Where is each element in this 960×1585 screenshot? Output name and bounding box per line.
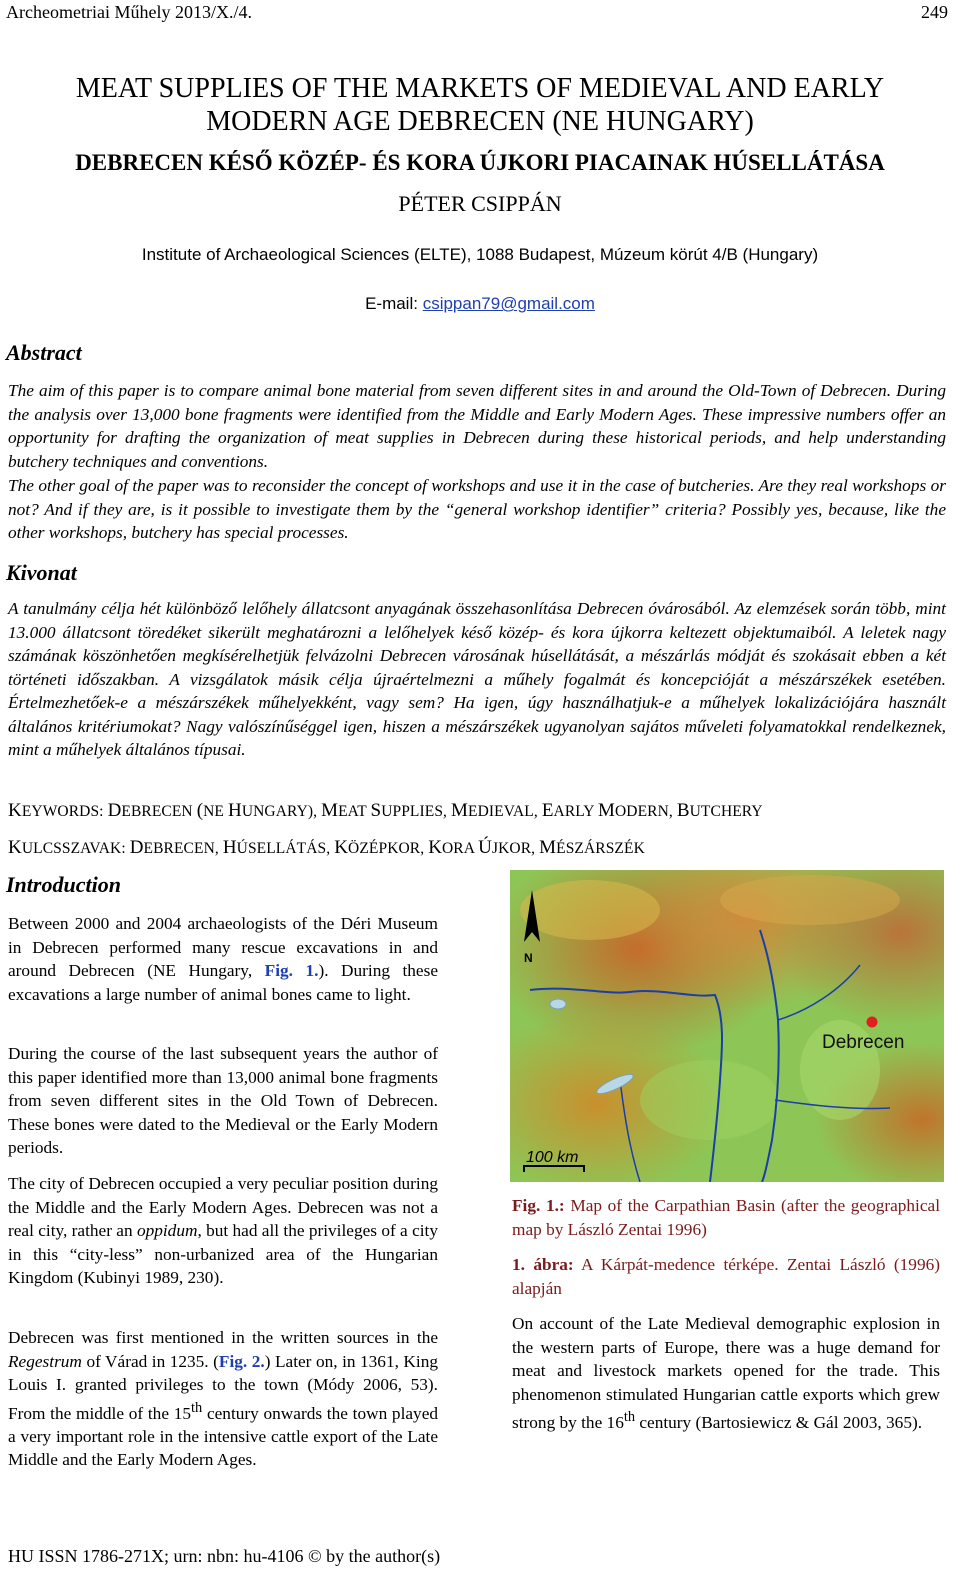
- figure-1-caption-en: Fig. 1.: Map of the Carpathian Basin (after the geographical map by László Zentai 1996): [512, 1196, 940, 1239]
- right-column-paragraph: On account of the Late Medieval demographic explosion in the western parts of Europe, there was a huge demand for meat and livestock markets opened for the trade. This phenomenon stimulated Hungarian cattle exports which grew strong by the 16th century (Bartosiewicz & Gál 2003, 365).: [512, 1314, 940, 1432]
- abstract-heading: Abstract: [6, 340, 82, 365]
- svg-text:100 km: 100 km: [526, 1149, 579, 1166]
- svg-text:N: N: [524, 951, 533, 965]
- keywords-line: [8, 800, 763, 822]
- kulcsszavak-text: DEBRECEN, HÚSELLÁTÁS, KÖZÉPKOR, KORA ÚJKOR, MÉSZÁRSZÉK: [129, 837, 645, 858]
- intro-paragraph-4: Debrecen was first mentioned in the written sources in the Regestrum of Várad in 1235. (Fig. 2.) Later on, in 1361, King Louis I. granted privileges to the town (Módy 2006, 53). From the middle of the 15th century onwards the town played a very important role in the intensive cattle export of the Late Middle and the Early Modern Ages.: [8, 1328, 438, 1470]
- carpathian-basin-map: [510, 870, 944, 1182]
- email-label: E-mail:: [365, 294, 423, 313]
- kulcsszavak-line: [8, 837, 645, 859]
- page-number: 249: [921, 2, 948, 22]
- title-line-2: MODERN AGE DEBRECEN (NE HUNGARY): [206, 106, 754, 137]
- kivonat-paragraph: A tanulmány célja hét különböző lelőhely állatcsont anyagának összehasonlítása Debrecen óvárosából. Az elemzések során több, mint 13.000 állatcsont töredéket sikerült meghatározni a lelőhelyek késő közép- és kora újkorra keltezett objektumaiból. A leletek nagy számának köszönhetően megkísérelhetjük felvázolni Debrecen városának húsellátását, a mészárlás módját és szokásait ebben a két történeti időszakban. A vizsgálatok másik célja újraértelmezni a műhely fogalmát és koncepcióját a mészárszékek esetében. Értelmezhetőek-e a mészárszékek műhelyekként, vagy sem? Ha igen, úgy használhatjuk-e a műhelyek lokalizációjára használt általános kritériumokat? Nagy valószínűséggel igen, hiszen a mészárszékek ugyanolyan sajátos műveleti folyamatokkal rendelkeznek, mint a műhelyek általános típusai.: [8, 599, 946, 759]
- journal-header: Archeometriai Műhely 2013/X./4.: [6, 2, 252, 22]
- figure-1-caption-hu: 1. ábra: A Kárpát-medence térképe. Zentai László (1996) alapján: [512, 1255, 940, 1298]
- paper-title: [0, 72, 960, 138]
- fig-2-link[interactable]: Fig. 2.: [218, 1351, 265, 1371]
- email-link[interactable]: csippan79@gmail.com: [422, 294, 595, 313]
- author-name: PÉTER CSIPPÁN: [398, 191, 562, 216]
- affiliation: Institute of Archaeological Sciences (ELTE), 1088 Budapest, Múzeum körút 4/B (Hungary): [141, 245, 819, 264]
- abstract-paragraph-2: The other goal of the paper was to reconsider the concept of workshops and use it in the case of butcheries. Are they real workshops or not? And if they are, is it possible to investigate them by the “general workshop identifier” criteria? Possibly yes, because, like the other workshops, butchery has special processes.: [8, 476, 946, 542]
- keywords-label: KEYWORDS:: [8, 800, 104, 821]
- abstract-paragraph-1: The aim of this paper is to compare animal bone material from seven different sites in and around the Old-Town of Debrecen. During the analysis over 13,000 bone fragments were identified from the Middle and Early Modern Ages. These impressive numbers offer an opportunity for drafting the organization of meat supplies in Debrecen during these historical periods, and help understanding butchery techniques and conventions.: [8, 381, 946, 471]
- debrecen-marker-icon: [867, 1017, 878, 1028]
- footer-issn: HU ISSN 1786-271X; urn: nbn: hu-4106 © by the author(s): [8, 1546, 441, 1566]
- intro-paragraph-2: During the course of the last subsequent years the author of this paper identified more than 13,000 animal bone fragments from seven different sites in the Old Town of Debrecen. These bones were dated to the Medieval or the Early Modern periods.: [8, 1044, 438, 1157]
- fig-1-link[interactable]: Fig. 1.: [264, 961, 319, 980]
- kivonat-heading: Kivonat: [6, 560, 77, 585]
- intro-paragraph-1: Between 2000 and 2004 archaeologists of the Déri Museum in Debrecen performed many rescue excavations in and around Debrecen (NE Hungary, Fig. 1.). During these excavations a large number of animal bones came to light.: [8, 914, 439, 1004]
- keywords-text: DEBRECEN (NE HUNGARY), MEAT SUPPLIES, MEDIEVAL, EARLY MODERN, BUTCHERY: [107, 800, 763, 821]
- introduction-heading: Introduction: [6, 872, 121, 897]
- email-line: [0, 294, 960, 314]
- map-city-label: Debrecen: [822, 1032, 905, 1053]
- hungarian-title: DEBRECEN KÉSŐ KÖZÉP- ÉS KORA ÚJKORI PIACAINAK HÚSELLÁTÁSA: [75, 150, 885, 175]
- title-line-1: MEAT SUPPLIES OF THE MARKETS OF MEDIEVAL AND EARLY: [75, 73, 885, 104]
- kulcsszavak-label: KULCSSZAVAK:: [8, 837, 126, 858]
- intro-paragraph-3: The city of Debrecen occupied a very peculiar position during the Middle and the Early Modern Ages. Debrecen was not a real city, rather an oppidum, but had all the privileges of a city in this “city-less” non-urbanized area of the Hungarian Kingdom (Kubinyi 1989, 230).: [8, 1174, 438, 1287]
